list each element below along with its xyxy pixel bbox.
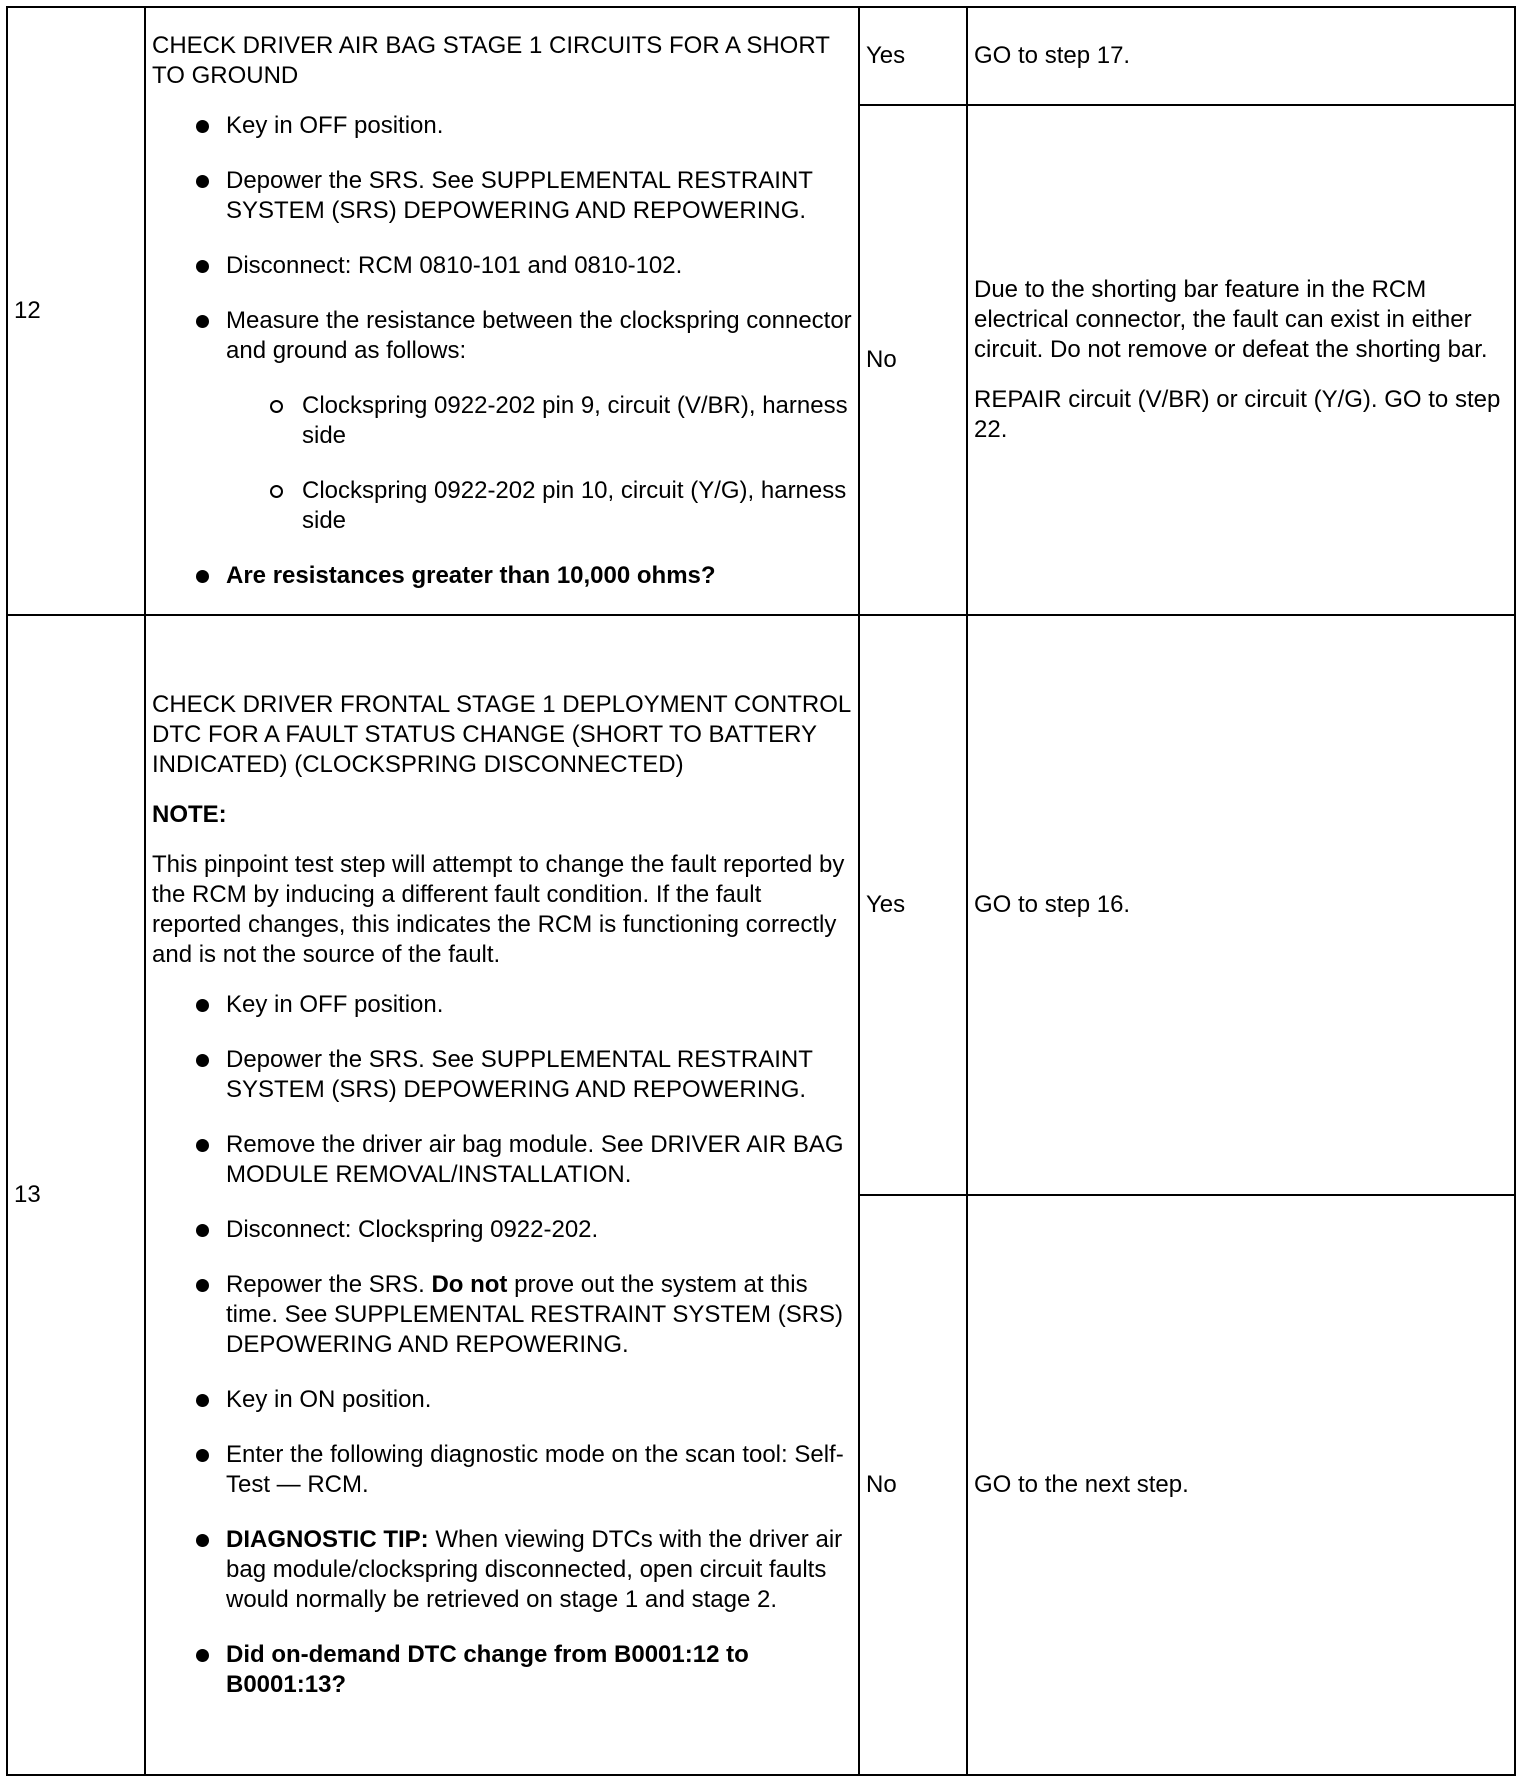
step-12-action [145,7,859,615]
step-13-yes-row [7,615,1515,1195]
note-text: This pinpoint test step will attempt to change the fault reported by the RCM by inducing a different fault condition. If the fault reported changes, this indicates the RCM is functioning correctly and is not the source of the fault. [152,851,845,968]
list-item: Remove the driver air bag module. See DRIVER AIR BAG MODULE REMOVAL/INSTALLATION. [152,1130,852,1190]
step-13-title: CHECK DRIVER FRONTAL STAGE 1 DEPLOYMENT CONTROL DTC FOR A FAULT STATUS CHANGE (SHORT TO BATTERY INDICATED) (CLOCKSPRING DISCONNECTED) [152,691,851,778]
repower-end: prove out the system at this time. See SUPPLEMENTAL RESTRAINT SYSTEM (SRS) DEPOWERING AND REPOWERING. [226,1271,844,1358]
list-item: Enter the following diagnostic mode on the scan tool: Self-Test — RCM. [152,1440,852,1500]
step-13-action [145,615,859,1775]
list-item [152,1525,852,1615]
list-item: Disconnect: RCM 0810-101 and 0810-102. [152,251,852,281]
step-12-yes-row [7,7,1515,105]
list-item: Depower the SRS. See SUPPLEMENTAL RESTRAINT SYSTEM (SRS) DEPOWERING AND REPOWERING. [152,1045,852,1105]
step-13-number: 13 [7,615,145,1775]
list-item: Key in OFF position. [152,990,852,1020]
step-13-question: Did on-demand DTC change from B0001:12 to B0001:13? [152,1640,852,1700]
step-13-yes-label: Yes [859,615,967,1195]
step-13-yes-action: GO to step 16. [967,615,1515,1195]
step-12-number: 12 [7,7,145,615]
list-item: Key in ON position. [152,1385,852,1415]
note-label: NOTE: [152,801,227,828]
step-13-no-action: GO to the next step. [967,1195,1515,1775]
repair-instruction: REPAIR circuit (V/BR) or circuit (Y/G). GO to step 22. [974,386,1501,443]
pinpoint-test-table [6,6,1516,1776]
list-item: Key in OFF position. [152,111,852,141]
sub-list-item: Clockspring 0922-202 pin 10, circuit (Y/G), harness side [226,476,852,536]
step-12-yes-label: Yes [859,7,967,105]
step-12-bullets [152,111,852,591]
step-13-bullets [152,990,852,1700]
step-13-no-label: No [859,1195,967,1775]
step-12-title: CHECK DRIVER AIR BAG STAGE 1 CIRCUITS FOR A SHORT TO GROUND [152,32,830,89]
list-item: Depower the SRS. See SUPPLEMENTAL RESTRAINT SYSTEM (SRS) DEPOWERING AND REPOWERING. [152,166,852,226]
sub-list-item: Clockspring 0922-202 pin 9, circuit (V/BR), harness side [226,391,852,451]
list-item [152,1270,852,1360]
shorting-bar-note: Due to the shorting bar feature in the RCM electrical connector, the fault can exist in either circuit. Do not remove or defeat the shorting bar. [974,276,1488,363]
repower-warning: Do not [431,1271,508,1298]
diagnostic-tip-text: When viewing DTCs with the driver air bag module/clockspring disconnected, open circuit faults would normally be retrieved on stage 1 and stage 2. [226,1526,843,1613]
list-item [152,306,852,536]
repower-start: Repower the SRS. [226,1271,425,1298]
diagnostic-tip-label: DIAGNOSTIC TIP: [226,1526,429,1553]
step-12-question: Are resistances greater than 10,000 ohms? [152,561,852,591]
step-12-yes-action: GO to step 17. [967,7,1515,105]
step-12-no-action [967,105,1515,615]
measure-instruction: Measure the resistance between the clockspring connector and ground as follows: [226,307,852,364]
step-12-sub-bullets [226,391,852,536]
step-12-no-label: No [859,105,967,615]
list-item: Disconnect: Clockspring 0922-202. [152,1215,852,1245]
